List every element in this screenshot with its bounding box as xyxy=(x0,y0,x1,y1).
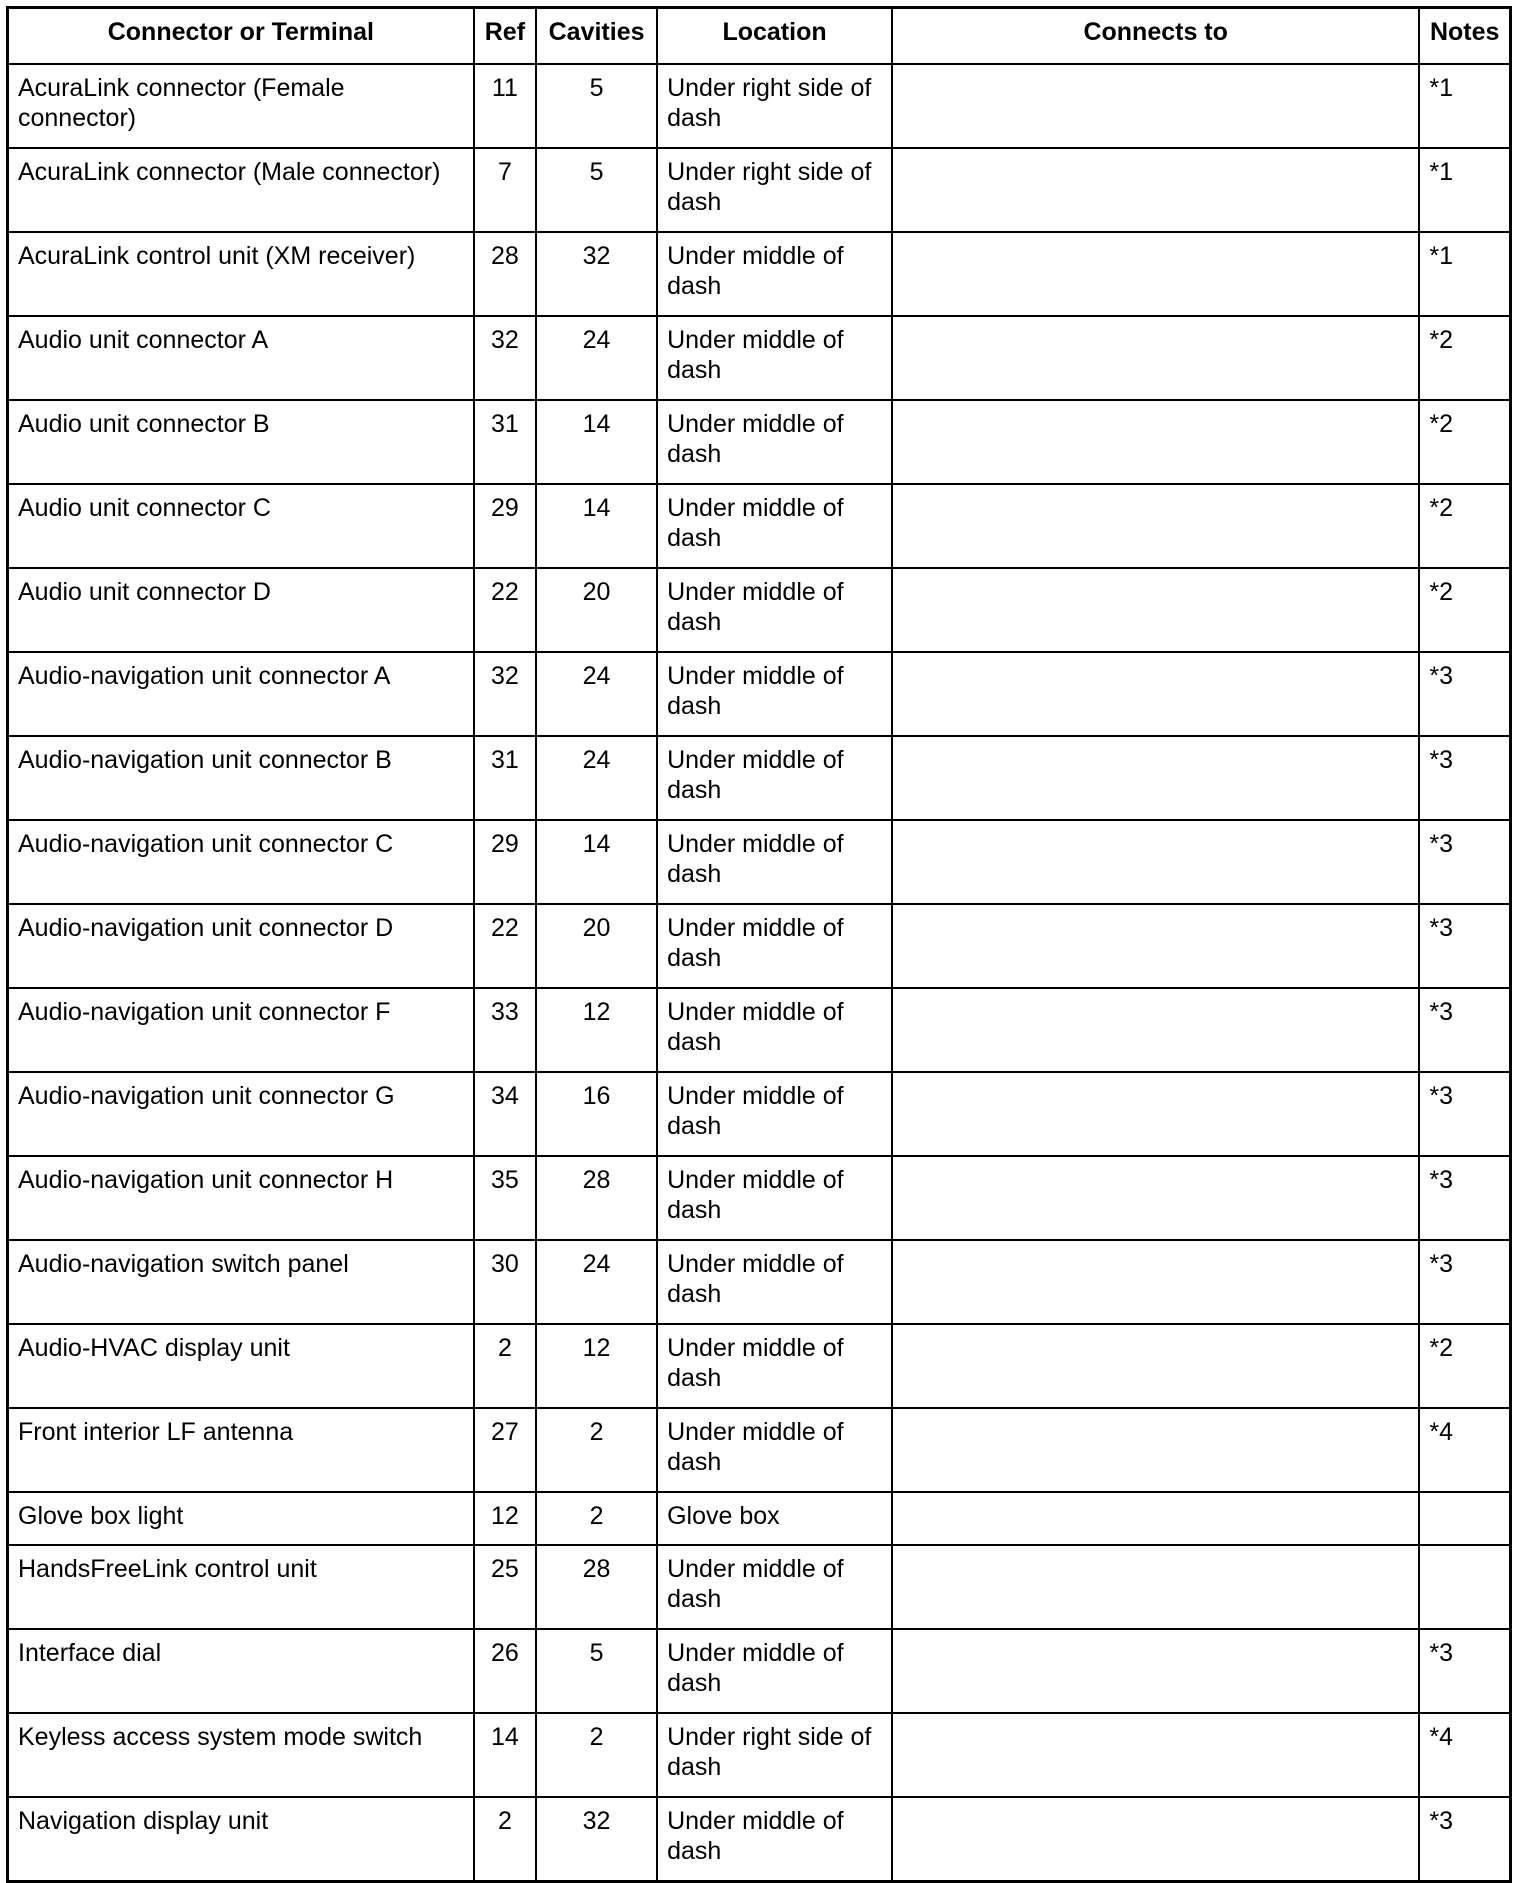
cell-connects-to xyxy=(892,568,1419,652)
header-notes: Notes xyxy=(1419,8,1510,65)
cell-connects-to xyxy=(892,988,1419,1072)
table-row xyxy=(8,1408,1511,1492)
cell-ref: 7 xyxy=(474,148,536,232)
cell-connects-to xyxy=(892,1072,1419,1156)
cell-cavities: 12 xyxy=(536,988,657,1072)
cell-ref: 22 xyxy=(474,568,536,652)
cell-ref: 35 xyxy=(474,1156,536,1240)
cell-connector: Interface dial xyxy=(8,1629,474,1713)
table-row xyxy=(8,1797,1511,1881)
table-body xyxy=(8,64,1511,1881)
cell-connects-to xyxy=(892,1629,1419,1713)
cell-cavities: 32 xyxy=(536,1797,657,1881)
header-connector: Connector or Terminal xyxy=(8,8,474,65)
cell-notes: *4 xyxy=(1419,1713,1510,1797)
cell-connects-to xyxy=(892,1156,1419,1240)
cell-cavities: 14 xyxy=(536,484,657,568)
cell-connector: Glove box light xyxy=(8,1492,474,1545)
cell-connects-to xyxy=(892,1240,1419,1324)
cell-cavities: 12 xyxy=(536,1324,657,1408)
cell-location: Under middle of dash xyxy=(657,736,892,820)
cell-notes: *3 xyxy=(1419,1156,1510,1240)
header-row xyxy=(8,8,1511,65)
table-row xyxy=(8,904,1511,988)
cell-connects-to xyxy=(892,1408,1419,1492)
cell-cavities: 5 xyxy=(536,148,657,232)
cell-notes: *4 xyxy=(1419,1408,1510,1492)
cell-cavities: 20 xyxy=(536,904,657,988)
cell-ref: 32 xyxy=(474,652,536,736)
cell-notes: *1 xyxy=(1419,148,1510,232)
cell-notes: *2 xyxy=(1419,316,1510,400)
cell-connector: Audio-navigation switch panel xyxy=(8,1240,474,1324)
cell-location: Under middle of dash xyxy=(657,484,892,568)
table-row xyxy=(8,652,1511,736)
header-location: Location xyxy=(657,8,892,65)
table-row xyxy=(8,736,1511,820)
cell-cavities: 32 xyxy=(536,232,657,316)
cell-ref: 28 xyxy=(474,232,536,316)
cell-connector: Audio unit connector A xyxy=(8,316,474,400)
cell-ref: 29 xyxy=(474,484,536,568)
cell-ref: 27 xyxy=(474,1408,536,1492)
cell-ref: 2 xyxy=(474,1797,536,1881)
cell-connector: Audio-navigation unit connector A xyxy=(8,652,474,736)
cell-connects-to xyxy=(892,1797,1419,1881)
connector-table xyxy=(6,6,1512,1883)
cell-connects-to xyxy=(892,400,1419,484)
table-row xyxy=(8,484,1511,568)
cell-ref: 30 xyxy=(474,1240,536,1324)
cell-cavities: 24 xyxy=(536,316,657,400)
cell-cavities: 28 xyxy=(536,1545,657,1629)
cell-connector: Audio unit connector C xyxy=(8,484,474,568)
cell-connector: Navigation display unit xyxy=(8,1797,474,1881)
header-cavities: Cavities xyxy=(536,8,657,65)
cell-connector: Audio-navigation unit connector B xyxy=(8,736,474,820)
cell-connector: HandsFreeLink control unit xyxy=(8,1545,474,1629)
cell-location: Under middle of dash xyxy=(657,316,892,400)
cell-connects-to xyxy=(892,1492,1419,1545)
cell-notes: *3 xyxy=(1419,1797,1510,1881)
cell-connector: Audio unit connector B xyxy=(8,400,474,484)
cell-location: Under middle of dash xyxy=(657,1072,892,1156)
cell-notes: *3 xyxy=(1419,1072,1510,1156)
cell-location: Under middle of dash xyxy=(657,904,892,988)
table-row xyxy=(8,568,1511,652)
cell-notes: *3 xyxy=(1419,820,1510,904)
cell-ref: 34 xyxy=(474,1072,536,1156)
cell-location: Under middle of dash xyxy=(657,1156,892,1240)
cell-connects-to xyxy=(892,652,1419,736)
table-row xyxy=(8,1545,1511,1629)
table-row xyxy=(8,400,1511,484)
cell-location: Under right side of dash xyxy=(657,1713,892,1797)
cell-location: Under middle of dash xyxy=(657,400,892,484)
cell-cavities: 16 xyxy=(536,1072,657,1156)
cell-location: Under right side of dash xyxy=(657,64,892,148)
cell-ref: 31 xyxy=(474,400,536,484)
cell-cavities: 2 xyxy=(536,1713,657,1797)
table-row xyxy=(8,148,1511,232)
cell-connector: AcuraLink connector (Male connector) xyxy=(8,148,474,232)
cell-connects-to xyxy=(892,1713,1419,1797)
cell-location: Under middle of dash xyxy=(657,1240,892,1324)
cell-cavities: 14 xyxy=(536,820,657,904)
cell-notes: *1 xyxy=(1419,232,1510,316)
cell-cavities: 5 xyxy=(536,64,657,148)
cell-notes: *3 xyxy=(1419,1240,1510,1324)
cell-ref: 26 xyxy=(474,1629,536,1713)
table-row xyxy=(8,1629,1511,1713)
cell-location: Under middle of dash xyxy=(657,652,892,736)
table-row xyxy=(8,1240,1511,1324)
cell-location: Under middle of dash xyxy=(657,568,892,652)
table-row xyxy=(8,988,1511,1072)
cell-notes: *2 xyxy=(1419,1324,1510,1408)
cell-ref: 29 xyxy=(474,820,536,904)
header-ref: Ref xyxy=(474,8,536,65)
cell-connects-to xyxy=(892,148,1419,232)
cell-connects-to xyxy=(892,232,1419,316)
cell-connector: Audio-navigation unit connector F xyxy=(8,988,474,1072)
cell-ref: 31 xyxy=(474,736,536,820)
cell-notes: *2 xyxy=(1419,568,1510,652)
cell-cavities: 24 xyxy=(536,1240,657,1324)
cell-notes: *2 xyxy=(1419,484,1510,568)
cell-cavities: 24 xyxy=(536,652,657,736)
cell-notes: *3 xyxy=(1419,904,1510,988)
cell-cavities: 2 xyxy=(536,1408,657,1492)
cell-ref: 2 xyxy=(474,1324,536,1408)
cell-cavities: 14 xyxy=(536,400,657,484)
cell-connector: Audio-HVAC display unit xyxy=(8,1324,474,1408)
cell-ref: 22 xyxy=(474,904,536,988)
cell-ref: 25 xyxy=(474,1545,536,1629)
cell-location: Under middle of dash xyxy=(657,1797,892,1881)
cell-connects-to xyxy=(892,904,1419,988)
cell-connector: AcuraLink control unit (XM receiver) xyxy=(8,232,474,316)
cell-cavities: 2 xyxy=(536,1492,657,1545)
cell-connects-to xyxy=(892,1545,1419,1629)
cell-ref: 11 xyxy=(474,64,536,148)
cell-ref: 14 xyxy=(474,1713,536,1797)
table-row xyxy=(8,232,1511,316)
cell-connects-to xyxy=(892,484,1419,568)
cell-location: Under middle of dash xyxy=(657,820,892,904)
table-row xyxy=(8,1072,1511,1156)
cell-notes: *1 xyxy=(1419,64,1510,148)
cell-connector: Front interior LF antenna xyxy=(8,1408,474,1492)
cell-location: Under middle of dash xyxy=(657,1324,892,1408)
cell-location: Under middle of dash xyxy=(657,1629,892,1713)
cell-cavities: 5 xyxy=(536,1629,657,1713)
cell-notes xyxy=(1419,1492,1510,1545)
cell-ref: 32 xyxy=(474,316,536,400)
cell-notes: *3 xyxy=(1419,736,1510,820)
cell-notes xyxy=(1419,1545,1510,1629)
cell-connects-to xyxy=(892,316,1419,400)
cell-connector: Keyless access system mode switch xyxy=(8,1713,474,1797)
cell-connector: AcuraLink connector (Female connector) xyxy=(8,64,474,148)
cell-cavities: 24 xyxy=(536,736,657,820)
cell-connects-to xyxy=(892,64,1419,148)
cell-location: Under middle of dash xyxy=(657,1408,892,1492)
cell-location: Under middle of dash xyxy=(657,1545,892,1629)
cell-connector: Audio-navigation unit connector D xyxy=(8,904,474,988)
cell-connects-to xyxy=(892,1324,1419,1408)
cell-notes: *3 xyxy=(1419,652,1510,736)
cell-notes: *3 xyxy=(1419,1629,1510,1713)
cell-location: Glove box xyxy=(657,1492,892,1545)
table-row xyxy=(8,64,1511,148)
cell-cavities: 20 xyxy=(536,568,657,652)
cell-location: Under middle of dash xyxy=(657,988,892,1072)
cell-ref: 12 xyxy=(474,1492,536,1545)
cell-connector: Audio unit connector D xyxy=(8,568,474,652)
table-row xyxy=(8,1324,1511,1408)
cell-location: Under middle of dash xyxy=(657,232,892,316)
header-connects-to: Connects to xyxy=(892,8,1419,65)
table-row xyxy=(8,1713,1511,1797)
cell-connects-to xyxy=(892,820,1419,904)
table-row xyxy=(8,1156,1511,1240)
cell-connector: Audio-navigation unit connector H xyxy=(8,1156,474,1240)
cell-ref: 33 xyxy=(474,988,536,1072)
table-row xyxy=(8,1492,1511,1545)
cell-connects-to xyxy=(892,736,1419,820)
cell-location: Under right side of dash xyxy=(657,148,892,232)
cell-connector: Audio-navigation unit connector G xyxy=(8,1072,474,1156)
table-row xyxy=(8,820,1511,904)
cell-notes: *3 xyxy=(1419,988,1510,1072)
cell-notes: *2 xyxy=(1419,400,1510,484)
cell-connector: Audio-navigation unit connector C xyxy=(8,820,474,904)
cell-cavities: 28 xyxy=(536,1156,657,1240)
table-row xyxy=(8,316,1511,400)
